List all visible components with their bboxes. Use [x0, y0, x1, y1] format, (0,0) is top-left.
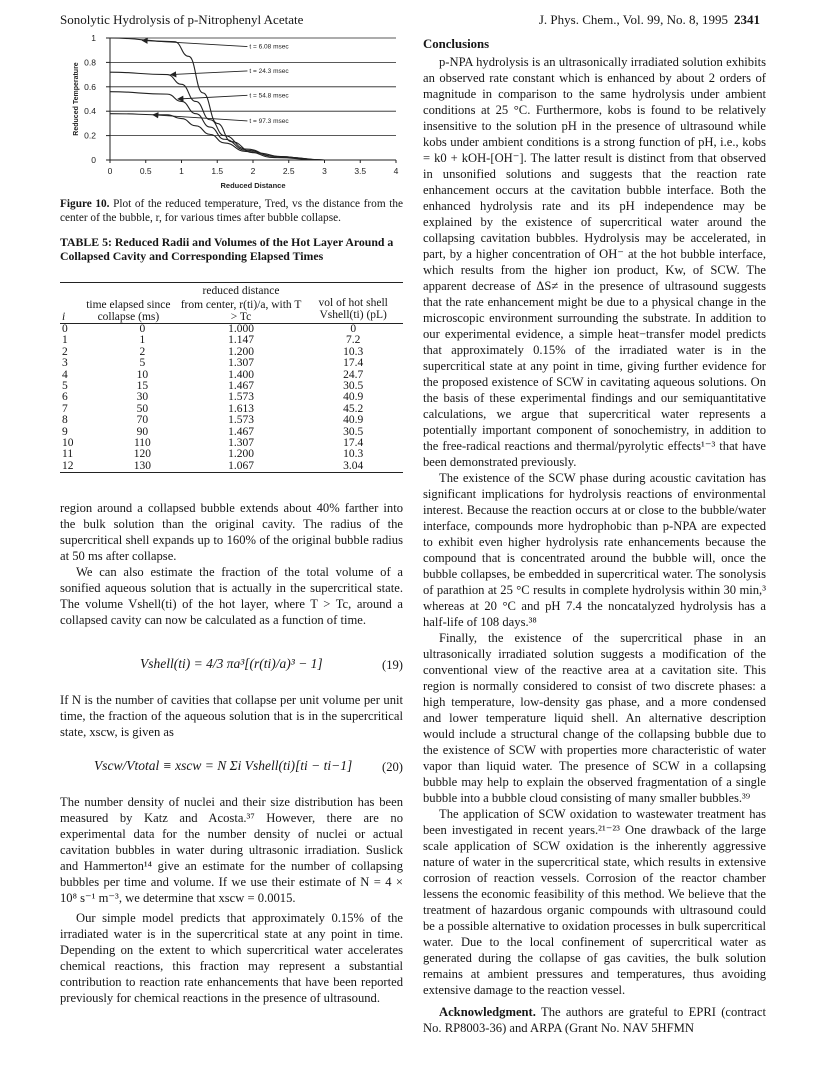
- row-ratio: 1.467: [228, 380, 254, 393]
- x-tick-label: 2: [250, 166, 256, 176]
- row-index: 9: [62, 425, 68, 438]
- x-tick-label: 3.5: [354, 166, 367, 176]
- left-paragraph-2: We can also estimate the fraction of the total volume of a sonified aqueous solution that is actually in the supercritical state. The volume Vshell(ti) of the hot layer, where T > Tc, around a collapsed cavity can now be calculated as a function of time.: [60, 565, 403, 627]
- row-time: 10: [136, 368, 149, 381]
- conclusions-paragraph-1: p-NPA hydrolysis is an ultrasonically irradiated solution exhibits an observed rate constant which is enhanced by about 2 orders of magnitude in comparison to the same hydrolysis under ambient conditions at 25 °C. Furthermore, kobs is found to be relatively insensitive to the solution pH in the presence of ultrasound while kobs under ambient conditions is a strong function of pH, i.e., kobs = k0 + kOH-[OH⁻]. The latter result is distinct from that observed in unsonified solutions and suggests that the reaction rate enhancement occurs at the cavitation bubble interface. Both the enhanced hydrolysis rate and its pH independence may be explained by the existence of supercritical water around the collapsing cavitation bubbles. Hydrolysis may be accelerated, in part, by a higher concentration of OH⁻ at the hot bubble interface, which results from the higher ion product, Kw, of SCW. The apparent decrease of ΔS≠ in the presence of ultrasound suggests that the rate enhancement might be due to a physical change in the microscopic environment surrounding the substrate. In addition to our experimental evidence, a simple heat−transfer model predicts that approximately 0.15% of the irradiated water is in the supercritical state at any point in time, giving further evidence for the proposed existence of SCW in cavitating aqueous solutions. On the basis of these experimental findings and our semiquantitative calculations, we argue that supercritical water represents a potentially important component of sonochemistry, in addition to the free-radical reactions and thermal/pyrolytic effects¹⁻³ that have been demonstrated previously.: [423, 55, 766, 469]
- y-axis-label: Reduced Temperature: [73, 62, 80, 136]
- equation-19: Vshell(ti) = 4/3 πa³[(r(ti)/a)³ − 1]: [140, 656, 323, 671]
- y-tick-label: 0: [91, 155, 96, 165]
- table-head-ratio: from center, r(ti)/a, with T > Tc: [180, 299, 302, 323]
- row-ratio: 1.200: [228, 448, 254, 461]
- table-row: [60, 415, 403, 426]
- row-index: 10: [62, 437, 74, 450]
- left-paragraph-5: Our simple model predicts that approximately 0.15% of the irradiated water is in the supercritical state at any point in time. Depending on the extent to which supercritical water accelerates chemical reactions, this fraction may represent a substantial contribution to reaction rate enhancements that have been reported previously for chemical reactions in the presence of ultrasound.: [60, 911, 403, 1005]
- row-volume: 10.3: [343, 345, 364, 358]
- x-tick-label: 1: [179, 166, 184, 176]
- row-index: 11: [62, 448, 74, 461]
- figure-caption-label: Figure 10.: [60, 198, 110, 210]
- row-time: 110: [133, 437, 151, 450]
- conclusions-paragraph-2: The existence of the SCW phase during acoustic cavitation has significant implications for hydrolysis reactions of environmental interest. Because the reaction occurs at or close to the bubble/water interface, compounds more hydrophobic than p-NPA are expected to exhibit even higher hydrolysis rate enhancements because the compound that is concentrated around the bubble will, once the bubble collapses, be embedded in supercritical water. The sonolysis of parathion at 25 °C results in complete hydrolysis within 30 min,³ whereas at 20 °C and pH 7.4 the noncatalyzed hydrolysis has a half-life of 108 days.³⁸: [423, 471, 766, 629]
- table-5-title: TABLE 5: Reduced Radii and Volumes of the Hot Layer Around a Collapsed Cavity and Corresponding Elapsed Times: [60, 235, 394, 263]
- figure-caption-text: Plot of the reduced temperature, Tred, vs the distance from the center of the bubble, r, for various times after bubble collapse.: [60, 198, 403, 224]
- acknowledgment-label: Acknowledgment.: [439, 1005, 536, 1019]
- row-index: 3: [62, 357, 68, 370]
- row-time: 120: [133, 448, 151, 461]
- row-ratio: 1.467: [228, 425, 254, 438]
- journal-citation: [539, 12, 760, 28]
- acknowledgment-text: The authors are grateful to EPRI (contract No. RP8003-36) and ARPA (Grant No. NAV 5HFMN: [423, 1005, 766, 1035]
- row-ratio: 1.200: [228, 345, 254, 358]
- row-time: 50: [136, 402, 149, 415]
- row-volume: 7.2: [346, 334, 361, 347]
- row-time: 2: [139, 345, 146, 358]
- row-ratio: 1.067: [228, 459, 254, 472]
- equation-19-number: (19): [382, 658, 403, 672]
- row-volume: 30.5: [343, 380, 364, 393]
- y-tick-label: 0.2: [84, 130, 96, 141]
- row-time: 130: [133, 459, 151, 472]
- table-head-time: time elapsed since collapse (ms): [86, 299, 171, 323]
- row-index: 12: [62, 459, 74, 472]
- table-head-vol: vol of hot shell Vshell(ti) (pL): [318, 297, 388, 321]
- row-volume: 45.2: [343, 402, 364, 415]
- x-tick-label: 3: [322, 166, 327, 176]
- row-index: 6: [62, 391, 68, 404]
- row-index: 4: [62, 368, 68, 381]
- table-head-reduced: reduced distance: [202, 285, 280, 297]
- row-volume: 0: [350, 323, 357, 335]
- annotation-arrow: [171, 71, 248, 75]
- table-head-i: i: [62, 311, 66, 323]
- y-tick-label: 0.8: [84, 57, 96, 68]
- series-line-2: [110, 72, 396, 160]
- time-annotation: t = 6.08 msec: [249, 43, 289, 51]
- time-annotation: t = 97.3 msec: [249, 117, 289, 125]
- annotation-arrow: [178, 95, 248, 99]
- row-time: 1: [139, 334, 146, 347]
- row-time: 5: [139, 357, 146, 370]
- annotation-arrow: [142, 40, 247, 46]
- row-ratio: 1.307: [228, 357, 254, 370]
- row-ratio: 1.147: [228, 334, 254, 347]
- left-paragraph-1: region around a collapsed bubble extends about 40% farther into the bulk solution than the original cavity. The radius of the supercritical shell expands up to 160% of the original bubble radius at 50 ms after collapse.: [60, 501, 403, 563]
- row-volume: 3.04: [343, 459, 364, 472]
- x-axis-label: Reduced Distance: [220, 181, 286, 190]
- y-tick-label: 1: [91, 34, 96, 43]
- row-volume: 24.7: [343, 368, 364, 381]
- x-tick-label: 2.5: [282, 166, 295, 176]
- row-volume: 40.9: [343, 414, 364, 427]
- y-tick-label: 0.4: [84, 106, 96, 117]
- row-time: 15: [136, 380, 149, 393]
- left-paragraph-3: If N is the number of cavities that collapse per unit volume per unit time, the fraction of the aqueous solution that is in the supercritical state, xscw, is given as: [60, 693, 403, 739]
- row-ratio: 1.613: [228, 402, 254, 415]
- figure-caption: [60, 197, 403, 225]
- row-index: 2: [62, 345, 68, 358]
- conclusions-heading: Conclusions: [423, 37, 490, 51]
- journal-name: J. Phys. Chem., Vol. 99, No. 8, 1995: [538, 12, 728, 27]
- time-annotation: t = 24.3 msec: [249, 67, 289, 75]
- row-ratio: 1.573: [228, 414, 254, 427]
- row-index: 1: [62, 334, 68, 347]
- row-time: 70: [136, 414, 149, 427]
- equation-20: Vscw/Vtotal ≡ xscw = N Σi Vshell(ti)[ti − ti−1]: [94, 758, 353, 773]
- figure-10-chart: [60, 34, 403, 194]
- row-index: 0: [62, 323, 68, 335]
- conclusions-paragraph-4: The application of SCW oxidation to wastewater treatment has been investigated in recent years.²¹⁻²³ One drawback of the large scale application of SCW oxidation is the inherently aggressive nature of water in the supercritical state, which results in extensive corrosion of reaction vessels. Corrosion of the reactor chamber lessens the economic feasibility of this method. We believe that the treatment of hazardous organic compounds with ultrasound could be a possible alternative to oxidation processes in bulk supercritical water. Due to the local confinement of supercritical water as generated during the collapse of gas cavities, the bulk solution remains at ambient pressures and temperatures, thus avoiding extensive damage to the reaction vessel.: [423, 807, 766, 997]
- conclusions-paragraph-3: Finally, the existence of the supercritical phase in an ultrasonically irradiated solution suggests a modification of the conventional view of the reactive area at a cavitation site. This region is normally considered to consist of two discrete phases: a high temperature, low-density gas phase, and a more condensed and lower temperature liquid shell. An alternative description would include a structural change of the collapsing bubble due to the existence of SCW with properties more characteristic of water vapor than liquid water. The presence of SCW in a collapsing bubble may help to explain the observed fragmentation of a single bubble into a bubble cloud consisting of many smaller bubbles.³⁹: [423, 631, 766, 805]
- row-ratio: 1.307: [228, 437, 254, 450]
- equation-20-number: (20): [382, 760, 403, 774]
- row-index: 8: [62, 414, 68, 427]
- left-paragraph-4: The number density of nuclei and their size distribution has been measured by Katz and Acosta.³⁷ However, there are no experimental data for the number density of nuclei or actual cavitation bubbles in water during ultrasonic irradiation. Suslick and Hammerton¹⁴ give an estimate for the number of collapsing bubbles per time and volume. If we use their estimate of N = 4 × 10⁸ s⁻¹ m⁻³, we determine that xscw = 0.0015.: [60, 795, 403, 905]
- x-tick-label: 4: [393, 166, 399, 176]
- row-volume: 30.5: [343, 425, 364, 438]
- y-tick-label: 0.6: [84, 81, 96, 92]
- row-ratio: 1.573: [228, 391, 254, 404]
- row-index: 5: [62, 380, 68, 393]
- row-ratio: 1.000: [228, 323, 254, 335]
- row-time: 0: [139, 323, 146, 335]
- table-row: [60, 461, 403, 473]
- acknowledgment: [423, 1004, 766, 1036]
- row-time: 30: [136, 391, 149, 404]
- row-volume: 10.3: [343, 448, 364, 461]
- x-tick-label: 1.5: [211, 166, 224, 176]
- row-volume: 40.9: [343, 391, 364, 404]
- row-ratio: 1.400: [228, 368, 254, 381]
- x-tick-label: 0: [107, 166, 113, 176]
- running-title: Sonolytic Hydrolysis of p-Nitrophenyl Acetate: [60, 12, 304, 27]
- row-volume: 17.4: [343, 357, 364, 370]
- page-number: 2341: [734, 12, 760, 27]
- time-annotation: t = 54.8 msec: [249, 92, 289, 100]
- table-row: [60, 358, 403, 369]
- row-time: 90: [136, 425, 149, 438]
- x-tick-label: 0.5: [139, 166, 152, 176]
- table-5: [60, 282, 403, 473]
- row-volume: 17.4: [343, 437, 364, 450]
- row-index: 7: [62, 402, 68, 415]
